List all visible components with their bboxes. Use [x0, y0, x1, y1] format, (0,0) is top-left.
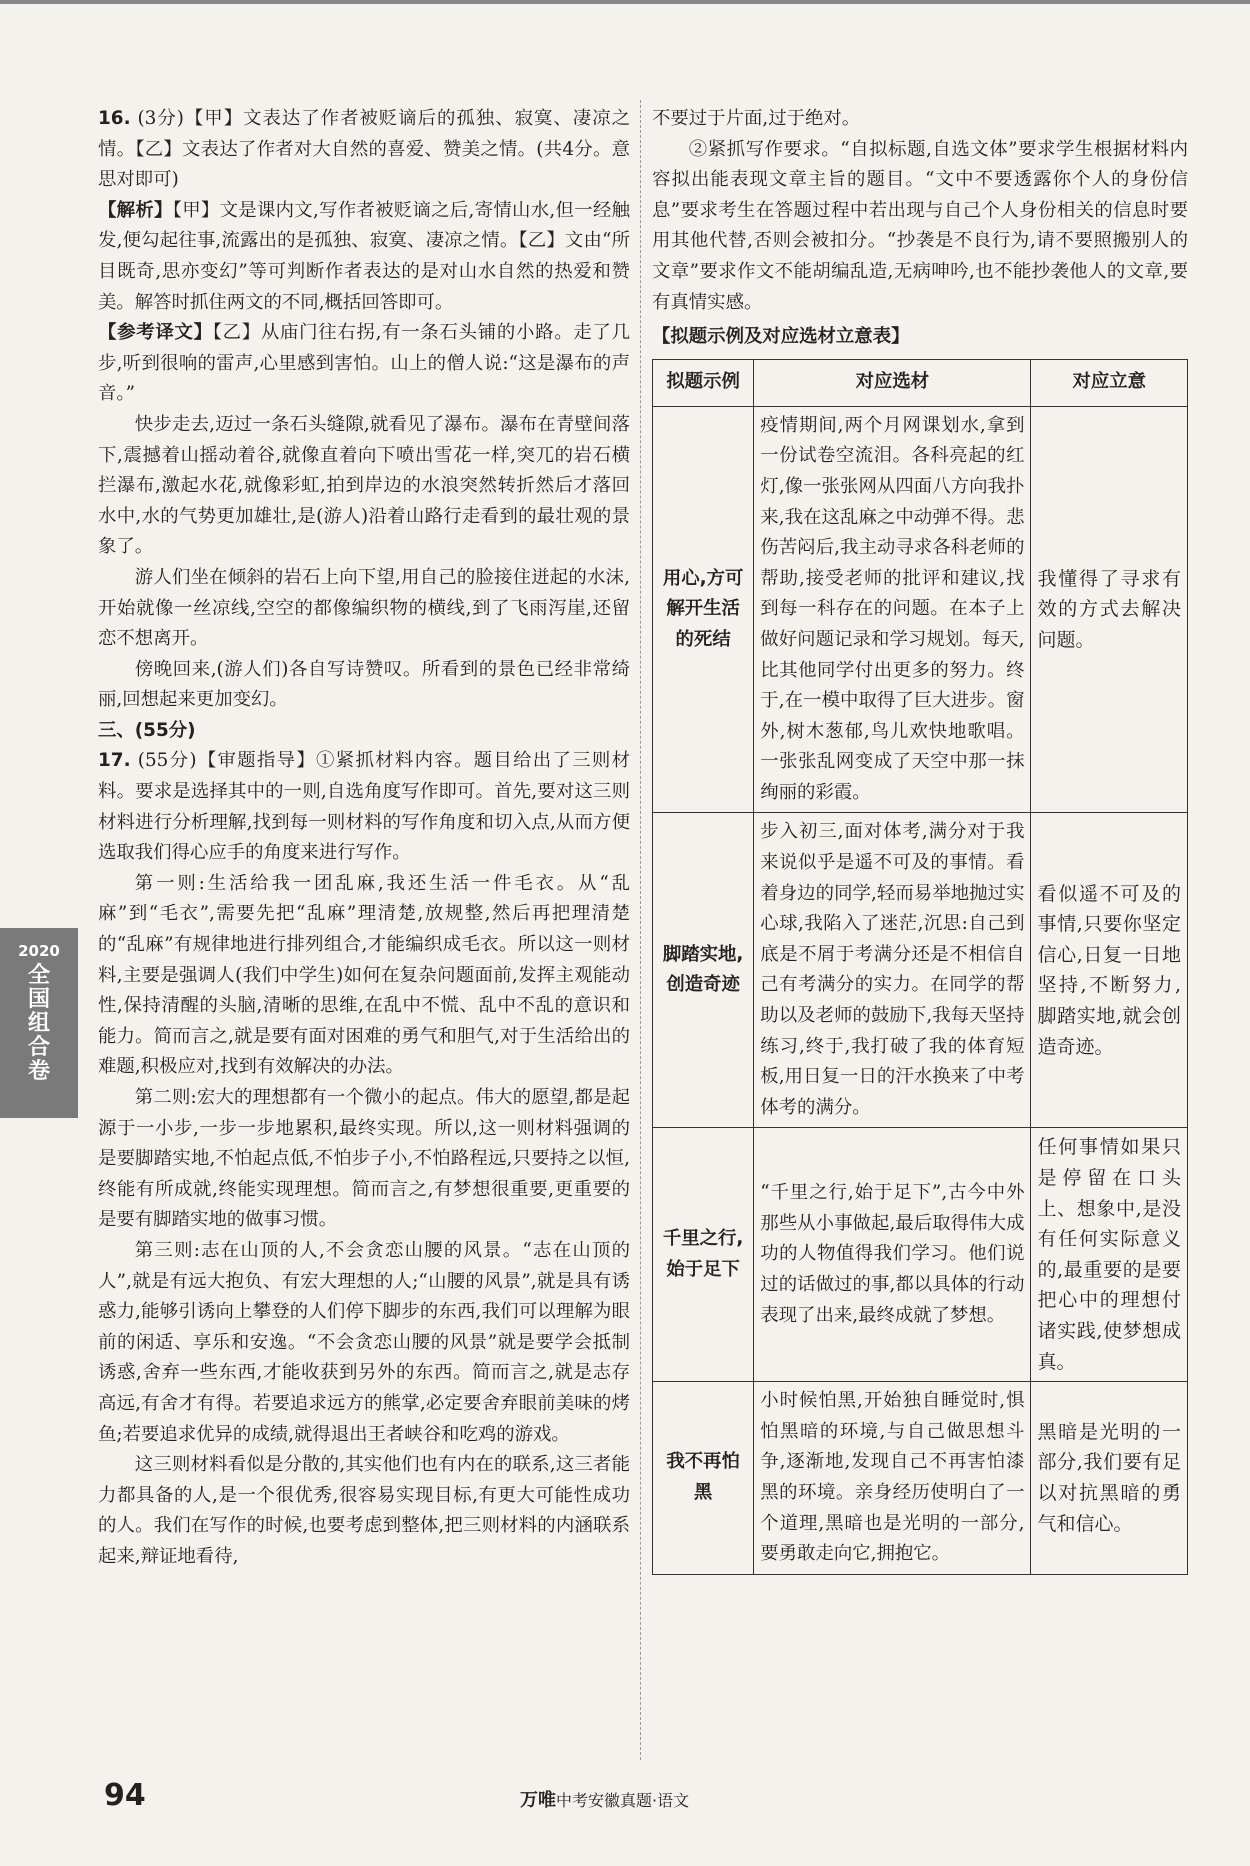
row-idea: 任何事情如果只是停留在口头上、想象中,是没有任何实际意义的,最重要的是要把心中的理想付诸实践,使梦想成真。 [1031, 1128, 1188, 1382]
table-title: 【拟题示例及对应选材立意表】 [652, 326, 910, 348]
table-header-row [653, 359, 1188, 406]
right-continuation: 不要过于片面,过于绝对。 [652, 108, 861, 129]
row-title: 脚踏实地,创造奇迹 [653, 813, 754, 1128]
header-idea: 对应立意 [1031, 359, 1188, 406]
section-three-heading: 三、(55分) [98, 719, 196, 741]
q17-number: 17. [98, 750, 131, 772]
footer-title [520, 1786, 689, 1812]
table-row [653, 1382, 1188, 1575]
row-material: 步入初三,面对体考,满分对于我来说似乎是遥不可及的事情。看着身边的同学,轻而易举地抛过实心球,我陷入了迷茫,沉思:自己到底是不屑于考满分还是不相信自己有考满分的实力。在同学的帮助以及老师的鼓励下,我每天坚持练习,终于,我打破了我的体育短板,用日复一日的汗水换来了中考体考的满分。 [754, 813, 1031, 1128]
q17-material-3: 第三则:志在山顶的人,不会贪恋山腰的风景。“志在山顶的人”,就是有远大抱负、有宏大理想的人;“山腰的风景”,就是具有诱惑力,能够引诱向上攀登的人们停下脚步的东西,我们可以理解为眼前的闲适、享乐和安逸。“不会贪恋山腰的风景”就是要学会抵制诱惑,舍弃一些东西,才能收获到另外的东西。简而言之,就是志存高远,有舍才有得。若要追求远方的熊掌,必定要舍弃眼前美味的烤鱼;若要追求优异的成绩,就得退出王者峡谷和吃鸡的游戏。 [98, 1239, 630, 1445]
header-material: 对应选材 [754, 359, 1031, 406]
q16-translation-2: 快步走去,迈过一条石头缝隙,就看见了瀑布。瀑布在青壁间落下,震撼着山摇动着谷,就像直着向下喷出雪花一样,突兀的岩石横拦瀑布,激起水花,就像彩虹,拍到岸边的水浪突然转折然后才落回水中,水的气势更加雄壮,是(游人)沿着山路行走看到的最壮观的景象了。 [98, 413, 630, 558]
q16-answer-text: (3分)【甲】文表达了作者被贬谪后的孤独、寂寞、凄凉之情。【乙】文表达了作者对大自然的喜爱、赞美之情。(共4分。意思对即可) [98, 108, 630, 191]
q16-translation-4: 傍晚回来,(游人们)各自写诗赞叹。所看到的景色已经非常绮丽,回想起来更加变幻。 [98, 658, 630, 711]
table-row [653, 406, 1188, 813]
footer-book-title: 中考安徽真题·语文 [556, 1791, 690, 1810]
translation-text-1: 【乙】从庙门往右拐,有一条石头铺的小路。走了几步,听到很响的雷声,心里感到害怕。山上的僧人说:“这是瀑布的声音。” [98, 322, 630, 405]
row-idea: 黑暗是光明的一部分,我们要有足以对抗黑暗的勇气和信心。 [1031, 1382, 1188, 1575]
q16-number: 16. [98, 108, 131, 129]
row-material: “千里之行,始于足下”,古今中外那些从小事做起,最后取得伟大成功的人物值得我们学习。他们说过的话做过的事,都以具体的行动表现了出来,最终成就了梦想。 [754, 1128, 1031, 1382]
row-title: 我不再怕黑 [653, 1382, 754, 1575]
top-border [0, 0, 1250, 4]
q17-head [98, 746, 630, 868]
page-number: 94 [104, 1778, 146, 1813]
left-column [98, 104, 630, 1573]
q17-head-text: (55分)【审题指导】①紧抓材料内容。题目给出了三则材料。要求是选择其中的一则,自选角度写作即可。首先,要对这三则材料进行分析理解,找到每一则材料的写作角度和切入点,从而方便选取我们得心应手的角度来进行写作。 [98, 750, 630, 864]
writing-requirements: ②紧抓写作要求。“自拟标题,自选文体”要求学生根据材料内容拟出能表现文章主旨的题目。“文中不要透露你个人的身份信息”要求考生在答题过程中若出现与自己个人身份相关的信息时要用其他代替,否则会被扣分。“抄袭是不良行为,请不要照搬别人的文章”要求作文不能胡编乱造,无病呻吟,也不能抄袭他人的文章,要有真情实感。 [652, 138, 1188, 313]
row-material: 小时候怕黑,开始独自睡觉时,惧怕黑暗的环境,与自己做思想斗争,逐渐地,发现自己不再害怕漆黑的环境。亲身经历使明白了一个道理,黑暗也是光明的一部分,要勇敢走向它,拥抱它。 [754, 1382, 1031, 1575]
q17-material-2: 第二则:宏大的理想都有一个微小的起点。伟大的愿望,都是起源于一小步,一步一步地累积,最终实现。所以,这一则材料强调的是要脚踏实地,不怕起点低,不怕步子小,不怕路程远,只要持之以恒,终能有所成就,终能实现理想。简而言之,有梦想很重要,更重要的是要有脚踏实地的做事习惯。 [98, 1087, 630, 1231]
q16-translation-1 [98, 318, 630, 410]
column-divider [640, 100, 641, 1760]
q17-material-1: 第一则:生活给我一团乱麻,我还生活一件毛衣。从“乱麻”到“毛衣”,需要先把“乱麻”理清楚,放规整,然后再把理清楚的“乱麻”有规律地进行排列组合,才能编织成毛衣。所以这一则材料,主要是强调人(我们中学生)如何在复杂问题面前,发挥主观能动性,保持清醒的头脑,清晰的思维,在乱中不慌、乱中不乱的意识和能力。简而言之,就是要有面对困难的勇气和胆气,对于生活给出的难题,积极应对,找到有效解决的办法。 [98, 872, 630, 1078]
side-tab [0, 928, 78, 1118]
row-material: 疫情期间,两个月网课划水,拿到一份试卷空流泪。各科亮起的红灯,像一张张网从四面八方向我扑来,我在这乱麻之中动弹不得。悲伤苦闷后,我主动寻求各科老师的帮助,接受老师的批评和建议,找到每一科存在的问题。在本子上做好问题记录和学习规划。每天,比其他同学付出更多的努力。终于,在一模中取得了巨大进步。窗外,树木葱郁,鸟儿欢快地歌唱。一张张乱网变成了天空中那一抹绚丽的彩霞。 [754, 406, 1031, 813]
q16-analysis [98, 196, 630, 318]
topic-table [652, 359, 1188, 1575]
row-title: 用心,方可解开生活的死结 [653, 406, 754, 813]
translation-label: 【参考译文】 [98, 322, 213, 344]
row-idea: 看似遥不可及的事情,只要你坚定信心,日复一日地坚持,不断努力,脚踏实地,就会创造奇迹。 [1031, 813, 1188, 1128]
q16-translation-3: 游人们坐在倾斜的岩石上向下望,用自己的脸接住迸起的水沫,开始就像一丝凉线,空空的都像编织物的横线,到了飞雨泻崖,还留恋不想离开。 [98, 566, 630, 650]
side-tab-year: 2020 [18, 942, 60, 960]
table-row [653, 813, 1188, 1128]
right-column [652, 104, 1188, 1575]
q16-answer [98, 104, 630, 196]
header-title: 拟题示例 [653, 359, 754, 406]
analysis-text: 【甲】文是课内文,写作者被贬谪之后,寄情山水,但一经触发,便勾起往事,流露出的是孤独、寂寞、凄凉之情。【乙】文由“所目既奇,思亦变幻”等可判断作者表达的是对山水自然的热爱和赞美。解答时抓住两文的不同,概括回答即可。 [98, 199, 630, 313]
row-idea: 我懂得了寻求有效的方式去解决问题。 [1031, 406, 1188, 813]
analysis-label: 【解析】 [98, 199, 173, 221]
row-title: 千里之行,始于足下 [653, 1128, 754, 1382]
side-tab-name: 全国组合卷 [27, 963, 50, 1084]
q17-summary: 这三则材料看似是分散的,其实他们也有内在的联系,这三者能力都具备的人,是一个很优秀,很容易实现目标,有更大可能性成功的人。我们在写作的时候,也要考虑到整体,把三则材料的内涵联系起来,辩证地看待, [98, 1454, 630, 1567]
table-row [653, 1128, 1188, 1382]
footer-brand: 万唯 [520, 1790, 556, 1811]
